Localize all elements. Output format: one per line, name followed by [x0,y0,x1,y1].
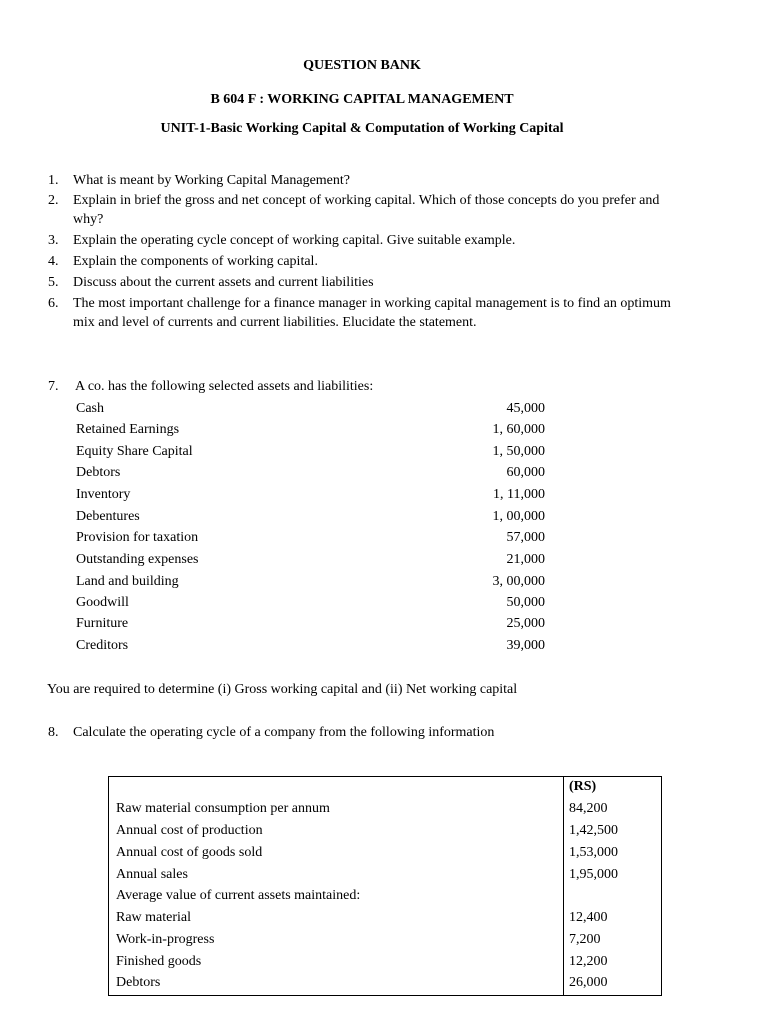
question-instruction: You are required to determine (i) Gross working capital and (ii) Net working capital [47,682,518,697]
asset-label: Land and building [76,574,179,589]
question-text: Calculate the operating cycle of a company from the following information [73,725,495,740]
question-number: 3. [48,233,59,248]
asset-value: 25,000 [506,616,545,631]
table-cell-label: Annual sales [116,867,188,882]
question-number: 5. [48,275,59,290]
asset-label: Provision for taxation [76,530,199,545]
question-text: The most important challenge for a finance manager in working capital management is to find an optimum mix and level of currents and current liabilities. Elucidate the statement. [73,296,671,330]
page-title: QUESTION BANK [303,58,421,73]
table-cell-label: Raw material [116,910,192,925]
asset-label: Equity Share Capital [76,444,193,459]
question-number: 6. [48,296,59,311]
asset-value: 50,000 [506,595,545,610]
asset-value: 1, 11,000 [493,487,545,502]
table-cell-value: 1,42,500 [569,823,618,838]
table-unit-header: (RS) [569,779,597,794]
question-number: 2. [48,193,59,208]
table-cell-value: 12,400 [569,910,608,925]
table-cell-label: Annual cost of production [116,823,263,838]
question-number: 4. [48,254,59,269]
asset-value: 1, 50,000 [492,444,545,459]
table-cell-label: Finished goods [116,954,202,969]
question-number: 8. [48,725,59,740]
unit-title: UNIT-1-Basic Working Capital & Computation of Working Capital [160,121,564,136]
table-cell-value: 26,000 [569,975,608,990]
asset-value: 1, 00,000 [492,509,545,524]
asset-value: 21,000 [506,552,545,567]
table-column-divider [563,776,564,995]
table-cell-label: Annual cost of goods sold [116,845,263,860]
question-text: What is meant by Working Capital Management? [73,173,350,188]
table-cell-value: 84,200 [569,801,608,816]
question-text: Explain the components of working capital. [73,254,318,269]
table-cell-label: Average value of current assets maintained: [116,888,361,903]
asset-value: 3, 00,000 [492,574,545,589]
asset-label: Debtors [76,465,121,480]
asset-label: Furniture [76,616,129,631]
question-number: 1. [48,173,59,188]
asset-value: 60,000 [506,465,545,480]
table-cell-value: 1,95,000 [569,867,618,882]
asset-value: 57,000 [506,530,545,545]
question-text: A co. has the following selected assets and liabilities: [75,379,374,394]
question-text: Explain the operating cycle concept of working capital. Give suitable example. [73,233,516,248]
question-text: Explain in brief the gross and net concept of working capital. Which of those concepts do you prefer and why? [73,193,660,227]
question-text: Discuss about the current assets and current liabilities [73,275,374,290]
asset-label: Debentures [76,509,140,524]
table-cell-value: 7,200 [569,932,601,947]
asset-value: 45,000 [506,401,545,416]
asset-label: Inventory [76,487,131,502]
table-cell-value: 12,200 [569,954,608,969]
table-cell-value: 1,53,000 [569,845,618,860]
asset-value: 1, 60,000 [492,422,545,437]
table-cell-label: Work-in-progress [116,932,215,947]
asset-label: Cash [76,401,104,416]
table-cell-label: Debtors [116,975,161,990]
asset-label: Retained Earnings [76,422,180,437]
question-number: 7. [48,379,59,394]
asset-label: Outstanding expenses [76,552,199,567]
asset-label: Creditors [76,638,129,653]
asset-label: Goodwill [76,595,129,610]
table-cell-label: Raw material consumption per annum [116,801,330,816]
asset-value: 39,000 [506,638,545,653]
course-title: B 604 F : WORKING CAPITAL MANAGEMENT [210,92,514,107]
